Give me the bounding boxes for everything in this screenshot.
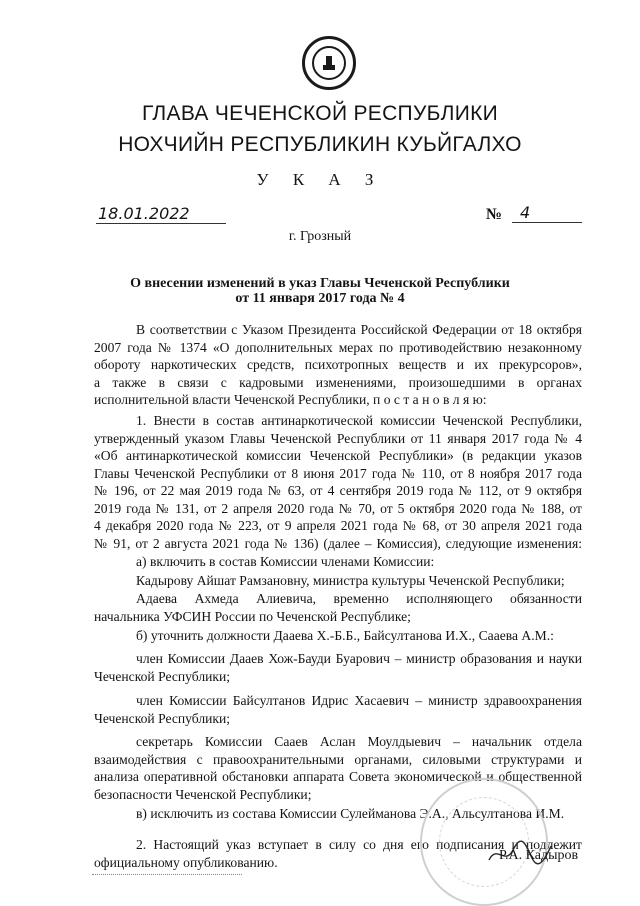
text-line: член Комиссии Дааев Хож-Бауди Буарович – министр образования и науки — [136, 651, 582, 666]
subitem-b — [94, 627, 582, 645]
text-line: № 196, от 22 мая 2019 года № 63, от 4 сентября 2019 года № 112, от 9 октября — [94, 483, 582, 498]
member-kadyrova — [94, 572, 582, 590]
city-of-issue: г. Грозный — [288, 229, 352, 244]
text-line: Кадырову Айшат Рамзановну, министра культуры Чеченской Республики; — [136, 573, 565, 588]
text-line: член Комиссии Байсултанов Идрис Хасаевич – министр здравоохранения — [136, 693, 582, 708]
subitem-a — [94, 553, 582, 571]
decree-title-line: от 11 января 2017 года № 4 — [235, 291, 405, 306]
text-line: взаимодействия с правоохранительными органами, силовыми структурами и — [94, 751, 582, 767]
emblem-tower-icon — [320, 54, 338, 72]
text-line: Чеченской Республики; — [94, 710, 231, 726]
coat-of-arms-emblem — [302, 36, 356, 90]
text-line: а также в связи с кадровыми изменениями, произошедшими в органах — [94, 374, 582, 390]
issuer-title-russian: ГЛАВА ЧЕЧЕНСКОЙ РЕСПУБЛИКИ — [141, 102, 499, 125]
emblem-inner-ring — [312, 46, 346, 80]
member-daaev — [94, 650, 582, 685]
decree-title-line: О внесении изменений в указ Главы Чеченской Республики — [130, 276, 510, 291]
member-adaev — [94, 590, 582, 625]
text-line: безопасности Чеченской Республики; — [94, 786, 312, 802]
text-line: № 91, от 2 августа 2021 года № 136) (далее – Комиссия), следующие изменения: — [94, 535, 582, 551]
document-type: У К А З — [256, 170, 384, 189]
text-line: Адаева Ахмеда Алиевича, временно исполняющего обязанности — [136, 591, 582, 606]
text-line: а) включить в состав Комиссии членами Комиссии: — [136, 554, 435, 569]
decree-number: 4 — [512, 203, 582, 223]
text-line: официальному опубликованию. — [94, 854, 278, 870]
text-line: секретарь Комиссии Сааев Аслан Моулдыевич – начальник отдела — [136, 734, 582, 749]
footer-print-line — [92, 874, 242, 875]
text-line: «Об антинаркотической комиссии Чеченской Республики» (в редакции указов — [94, 448, 582, 463]
text-line: В соответствии с Указом Президента Российской Федерации от 18 октября — [136, 322, 582, 337]
decree-number-label: № — [486, 206, 503, 223]
signer-name: Р.А. Кадыров — [499, 848, 579, 863]
text-line: 2019 года № 131, от 2 апреля 2020 года № 70, от 5 октября 2020 года № 188, от — [94, 500, 582, 516]
issuer-title-chechen: НОХЧИЙН РЕСПУБЛИКИН КУЬЙГАЛХО — [118, 133, 522, 156]
text-line: Главы Чеченской Республики от 8 июня 2017 года № 110, от 8 ноября 2017 года — [94, 465, 582, 481]
preamble — [94, 321, 582, 409]
text-line: утвержденный указом Главы Чеченской Республики от 11 января 2017 года № 4 — [94, 430, 582, 446]
member-baisultanov — [94, 692, 582, 727]
text-line: исполнительной власти Чеченской Республики, п о с т а н о в л я ю: — [94, 392, 487, 407]
text-line: 1. Внести в состав антинаркотической комиссии Чеченской Республики, — [136, 413, 582, 428]
text-line: анализа оперативной обстановки аппарата Совета экономической и общественной — [94, 769, 582, 784]
text-line: Чеченской Республики; — [94, 668, 231, 684]
text-line: обороту наркотических средств, психотропных веществ и их прекурсоров», — [94, 357, 582, 372]
decree-title — [110, 276, 530, 306]
text-line: 4 декабря 2020 года № 223, от 9 апреля 2021 года № 68, от 30 апреля 2021 года — [94, 518, 582, 533]
text-line: начальника УФСИН России по Чеченской Республике; — [94, 608, 411, 624]
text-line: в) исключить из состава Комиссии Сулейманова Э.А., Альсултанова И.М. — [136, 806, 565, 821]
text-line: 2007 года № 1374 «О дополнительных мерах по противодействию незаконному — [94, 339, 582, 355]
decree-date: 18.01.2022 — [96, 204, 226, 224]
text-line: б) уточнить должности Дааева Х.-Б.Б., Байсултанова И.Х., Сааева А.М.: — [136, 628, 554, 643]
item-1 — [94, 412, 582, 552]
text-line: 2. Настоящий указ вступает в силу со дня его подписания и подлежит — [136, 837, 582, 852]
